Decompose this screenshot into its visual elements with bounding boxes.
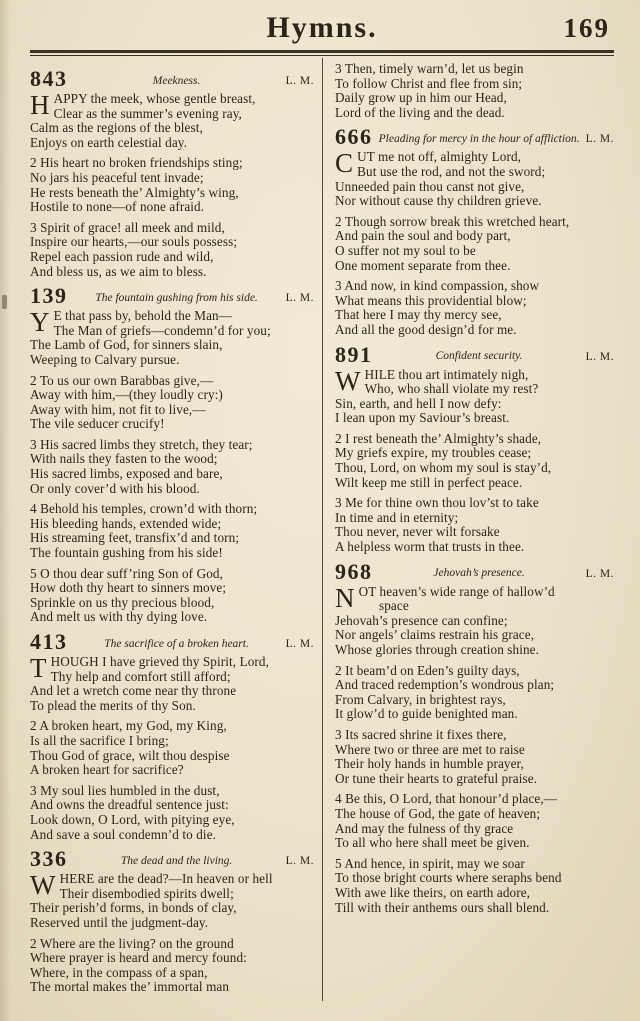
hymn-meter: L. M. <box>285 638 314 650</box>
verse-line: 4 Be this, O Lord, that honour’d place,— <box>335 791 558 807</box>
stanza <box>335 62 614 120</box>
verse-line: Nor angels’ claims restrain his grace, <box>335 627 535 643</box>
dropcap-letter: N <box>335 582 355 613</box>
hymn-number: 413 <box>30 629 68 654</box>
running-header-title: Hymns. <box>266 11 378 44</box>
verse-line: One moment separate from thee. <box>335 257 511 273</box>
verse-line: Sin, earth, and hell I now defy: <box>335 395 502 411</box>
verse-line: Thou, Lord, on whom my soul is stay’d, <box>335 460 552 476</box>
verse-line: And may the fulness of thy grace <box>335 820 514 836</box>
stanza <box>30 374 314 432</box>
verse-line: Enjoys on earth celestial day. <box>30 134 188 150</box>
verse-line: And pain the soul and body part, <box>335 228 511 244</box>
verse-line: The vile seducer crucify! <box>30 416 165 432</box>
verse-line: Wilt keep me still in perfect peace. <box>335 474 523 490</box>
verse-line: OT heaven’s wide range of hallow’d <box>358 583 555 599</box>
stanza <box>30 655 314 713</box>
verse-line: Lord of the living and the dead. <box>335 104 505 120</box>
page-header <box>30 10 614 48</box>
verse-line: To plead the merits of thy Son. <box>30 697 196 713</box>
verse-line: UT me not off, almighty Lord, <box>357 149 522 165</box>
verse-line: How doth thy heart to sinners move; <box>30 580 227 596</box>
hymn-number: 843 <box>30 66 68 91</box>
hymn-title: The fountain gushing from his side. <box>95 291 258 304</box>
verse-line: Thy help and comfort still afford; <box>50 668 231 684</box>
stanza <box>335 664 614 722</box>
dropcap-letter: W <box>335 365 361 396</box>
verse-line: Daily grow up in him our Head, <box>335 90 507 106</box>
verse-line: Thou God of grace, wilt thou despise <box>30 747 230 763</box>
verse-line: 3 His sacred limbs they stretch, they tear; <box>30 436 253 452</box>
verse-line: 2 Though sorrow break this wretched heart, <box>335 213 570 229</box>
verse-line: What means this providential blow; <box>335 292 527 308</box>
verse-line: Inspire our hearts,—our souls possess; <box>30 234 238 250</box>
verse-line: And traced redemption’s wondrous plan; <box>335 677 555 693</box>
verse-line: Or tune their hearts to grateful praise. <box>335 770 538 786</box>
hymn-number: 336 <box>30 846 68 872</box>
verse-line: Repel each passion rude and wild, <box>30 248 214 264</box>
verse-line: APPY the meek, whose gentle breast, <box>53 91 256 106</box>
verse-line: Hostile to none—of none afraid. <box>30 199 205 215</box>
hymn-number: 891 <box>335 341 373 367</box>
verse-line: His sacred limbs, exposed and bare, <box>30 466 223 482</box>
verse-line: 2 To us our own Barabbas give,— <box>30 372 214 388</box>
stanza <box>335 279 614 337</box>
verse-line: Jehovah’s presence can confine; <box>335 612 508 628</box>
stanza <box>335 496 614 554</box>
hymn-number: 139 <box>30 283 68 309</box>
verse-line: Their holy hands in humble prayer, <box>335 756 524 772</box>
header-rule <box>30 50 614 56</box>
verse-line: He rests beneath the’ Almighty’s wing, <box>30 184 239 200</box>
verse-line: Reserved until the judgment-day. <box>30 914 209 930</box>
verse-line: 3 Me for thine own thou lov’st to take <box>335 495 539 511</box>
stanza <box>335 215 614 273</box>
hymn-336-heading <box>30 846 314 872</box>
verse-line: 4 Behold his temples, crown’d with thorn; <box>30 501 258 517</box>
verse-line: Where prayer is heard and mercy found: <box>30 950 247 966</box>
stanza <box>30 438 314 496</box>
verse-line: To all who here shall meet be given. <box>335 835 530 851</box>
verse-line: Clear as the summer’s evening ray, <box>53 105 242 121</box>
stanza <box>30 221 314 279</box>
hymn-meter: L. M. <box>585 567 614 580</box>
verse-line: Away with him,—(they loudly cry:) <box>30 387 223 403</box>
verse-line: And let a wretch come near thy throne <box>30 683 237 699</box>
stanza <box>30 719 314 777</box>
hymn-891-heading <box>335 341 614 367</box>
stanza <box>335 365 614 426</box>
hymn-139-heading <box>30 283 314 309</box>
verse-line: HOUGH I have grieved thy Spirit, Lord, <box>50 654 270 669</box>
hymn-number: 666 <box>335 124 373 150</box>
verse-line: 5 And hence, in spirit, may we soar <box>335 855 525 871</box>
dropcap-letter: T <box>30 653 47 683</box>
hymn-968-heading <box>335 558 614 584</box>
stanza <box>335 792 614 850</box>
verse-line: It glow’d to guide benighted man. <box>335 706 518 722</box>
stanza <box>30 502 314 560</box>
verse-line: space <box>358 598 409 614</box>
verse-line: Till with their anthems ours shall blend. <box>335 899 550 915</box>
verse-line: Or only cover’d with his blood. <box>30 480 200 496</box>
hymn-meter: L. M. <box>285 292 314 305</box>
verse-line: Who, who shall violate my rest? <box>364 381 539 397</box>
verse-line: That here I may thy mercy see, <box>335 307 502 323</box>
stanza <box>30 872 314 930</box>
verse-line: Whose glories through creation shine. <box>335 642 540 657</box>
verse-line: The Lamb of God, for sinners slain, <box>30 337 223 353</box>
hymn-413-heading <box>30 629 314 654</box>
verse-line: 3 Its sacred shrine it fixes there, <box>335 726 507 742</box>
scan-artifact <box>2 295 7 309</box>
verse-line: HILE thou art intimately nigh, <box>364 366 529 382</box>
verse-line: In time and in eternity; <box>335 509 459 525</box>
verse-line: The fountain gushing from his side! <box>30 545 223 561</box>
dropcap-letter: H <box>30 90 50 120</box>
hymn-title: Pleading for mercy in the hour of affliction. <box>378 132 580 145</box>
verse-line: Sprinkle on us thy precious blood, <box>30 594 215 610</box>
column-1 <box>30 58 322 1001</box>
verse-line: A broken heart for sacrifice? <box>30 762 184 778</box>
verse-line: Where two or three are met to raise <box>335 741 525 757</box>
verse-line: O suffer not my soul to be <box>335 242 476 258</box>
verse-line: 2 I rest beneath the’ Almighty’s shade, <box>335 430 542 446</box>
page-number: 169 <box>563 13 610 43</box>
verse-line: E that pass by, behold the Man— <box>53 308 233 324</box>
stanza <box>30 92 314 150</box>
verse-line: From Calvary, in brightest rays, <box>335 691 506 707</box>
verse-line: Unneeded pain thou canst not give, <box>335 178 525 194</box>
verse-line: 5 O thou dear suff’ring Son of God, <box>30 565 223 581</box>
hymn-title: The sacrifice of a broken heart. <box>104 637 249 650</box>
hymn-meter: L. M. <box>285 75 314 87</box>
verse-line: Is all the sacrifice I bring; <box>30 732 169 748</box>
hymn-title: Jehovah’s presence. <box>433 567 525 580</box>
verse-line: 2 Where are the living? on the ground <box>30 935 234 951</box>
verse-line: 2 His heart no broken friendships sting; <box>30 155 243 171</box>
stanza <box>335 728 614 786</box>
hymn-title: Meekness. <box>152 74 201 87</box>
verse-line: And save a soul condemn’d to die. <box>30 826 217 842</box>
hymn-meter: L. M. <box>285 855 314 868</box>
verse-line: Nor without cause thy children grieve. <box>335 193 542 209</box>
verse-line: And bless us, as we aim to bless. <box>30 263 207 279</box>
verse-line: The Man of griefs—condemn’d for you; <box>53 322 271 338</box>
verse-line: To follow Christ and flee from sin; <box>335 75 523 91</box>
stanza <box>335 582 614 658</box>
verse-line: 3 My soul lies humbled in the dust, <box>30 782 220 798</box>
verse-line: The house of God, the gate of heaven; <box>335 805 541 821</box>
verse-line: Calm as the regions of the blest, <box>30 120 203 136</box>
verse-line: Their perish’d forms, in bonds of clay, <box>30 900 237 916</box>
stanza <box>30 156 314 214</box>
verse-line: And owns the dreadful sentence just: <box>30 797 229 813</box>
verse-line: The mortal makes the’ immortal man <box>30 979 230 995</box>
hymn-843-heading <box>30 66 314 91</box>
verse-line: My griefs expire, my troubles cease; <box>335 445 532 461</box>
verse-line: Their disembodied spirits dwell; <box>59 885 234 901</box>
hymn-columns <box>30 58 614 1001</box>
verse-line: Look down, O Lord, with pitying eye, <box>30 811 235 827</box>
hymn-meter: L. M. <box>585 350 614 363</box>
verse-line: But use the rod, and not the sword; <box>357 163 546 179</box>
stanza <box>30 937 314 995</box>
hymn-meter: L. M. <box>585 133 614 146</box>
stanza <box>30 784 314 842</box>
verse-line: To those bright courts where seraphs bend <box>335 870 562 886</box>
verse-line: Weeping to Calvary pursue. <box>30 351 180 367</box>
dropcap-letter: Y <box>30 307 50 338</box>
verse-line: Thou never, never wilt forsake <box>335 524 500 540</box>
verse-line: With awe like theirs, on earth adore, <box>335 884 531 900</box>
verse-line: 3 Then, timely warn’d, let us begin <box>335 61 524 76</box>
verse-line: No jars his peaceful tent invade; <box>30 169 204 185</box>
verse-line: 2 It beam’d on Eden’s guilty days, <box>335 662 520 678</box>
verse-line: And melt us with thy dying love. <box>30 609 208 625</box>
verse-line: His bleeding hands, extended wide; <box>30 515 222 531</box>
stanza <box>30 567 314 625</box>
verse-line: 3 Spirit of grace! all meek and mild, <box>30 219 225 235</box>
stanza <box>30 309 314 367</box>
verse-line: His streaming feet, transfix’d and torn; <box>30 530 240 546</box>
verse-line: Where, in the compass of a span, <box>30 964 208 980</box>
verse-line: And all the good design’d for me. <box>335 321 517 337</box>
dropcap-letter: W <box>30 870 56 901</box>
hymn-number: 968 <box>335 558 373 584</box>
column-2 <box>322 58 614 1001</box>
hymn-title: The dead and the living. <box>120 854 233 867</box>
verse-line: Away with him, not fit to live,— <box>30 401 206 417</box>
verse-line: A helpless worm that trusts in thee. <box>335 539 525 555</box>
hymn-title: Confident security. <box>435 350 523 362</box>
stanza <box>335 150 614 208</box>
verse-line: HERE are the dead?—In heaven or hell <box>59 871 273 887</box>
verse-line: 2 A broken heart, my God, my King, <box>30 718 227 734</box>
hymn-666-heading <box>335 124 614 150</box>
stanza <box>335 857 614 915</box>
verse-line: With nails they fasten to the wood; <box>30 451 218 467</box>
stanza <box>335 432 614 490</box>
verse-line: I lean upon my Saviour’s breast. <box>335 410 510 426</box>
dropcap-letter: C <box>335 148 354 179</box>
verse-line: 3 And now, in kind compassion, show <box>335 278 540 294</box>
